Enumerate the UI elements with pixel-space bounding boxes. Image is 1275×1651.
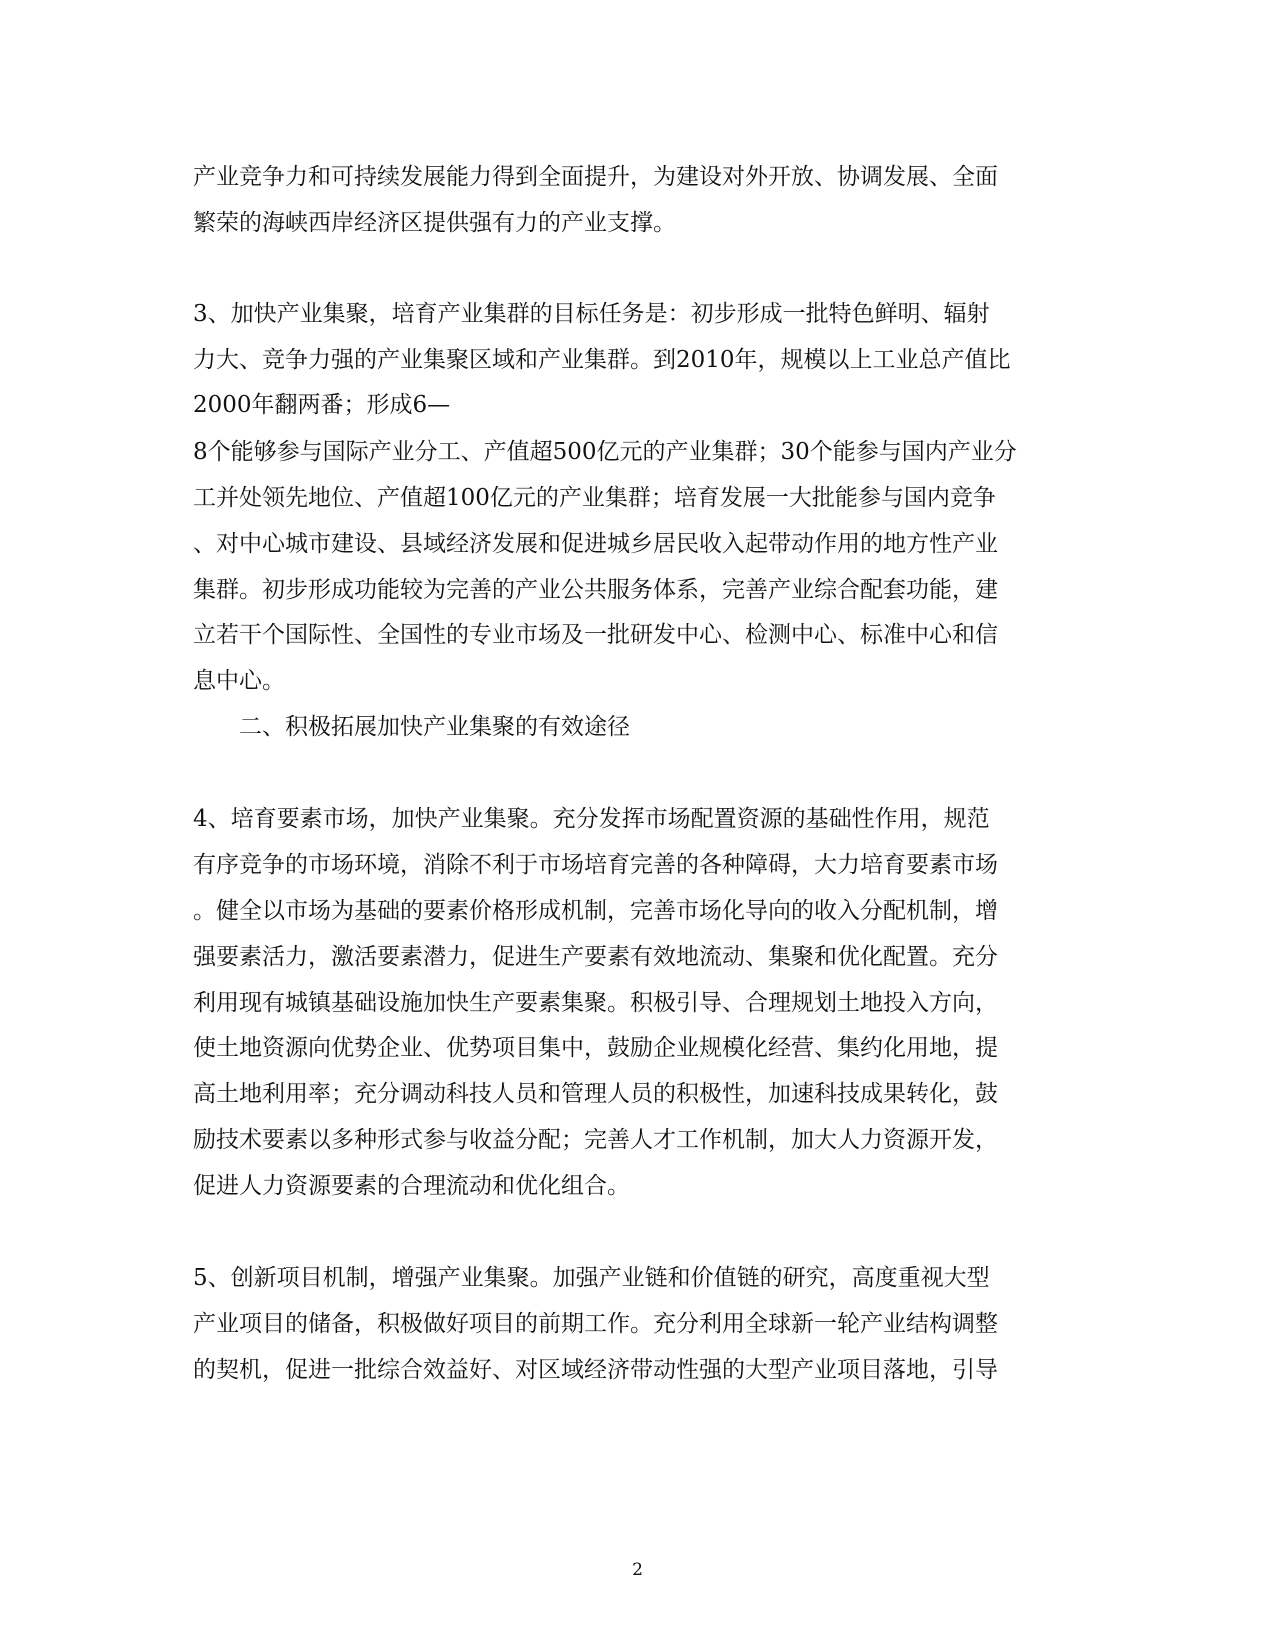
text-line: 产业竞争力和可持续发展能力得到全面提升，为建设对外开放、协调发展、全面 [193, 164, 998, 190]
text-line: 强要素活力，激活要素潜力，促进生产要素有效地流动、集聚和优化配置。充分 [193, 944, 998, 970]
paragraph-5-line: 5、创新项目机制，增强产业集聚。加强产业链和价值链的研究，高度重视大型 [193, 1265, 990, 1291]
text-line: 繁荣的海峡西岸经济区提供强有力的产业支撑。 [193, 210, 676, 236]
text-line: 高土地利用率；充分调动科技人员和管理人员的积极性，加速科技成果转化，鼓 [193, 1081, 998, 1107]
text-line: 息中心。 [193, 668, 285, 694]
text-line: 促进人力资源要素的合理流动和优化组合。 [193, 1173, 630, 1199]
text-line: 。健全以市场为基础的要素价格形成机制，完善市场化导向的收入分配机制，增 [193, 898, 998, 924]
text-line: 产业项目的储备，积极做好项目的前期工作。充分利用全球新一轮产业结构调整 [193, 1311, 998, 1337]
text-line: 2000年翻两番；形成6— [193, 392, 451, 418]
text-line: 的契机，促进一批综合效益好、对区域经济带动性强的大型产业项目落地，引导 [193, 1357, 998, 1383]
paragraph-3-line: 3、加快产业集聚，培育产业集群的目标任务是：初步形成一批特色鲜明、辐射 [193, 301, 990, 327]
text-line: 、对中心城市建设、县域经济发展和促进城乡居民收入起带动作用的地方性产业 [193, 531, 998, 557]
text-line: 使土地资源向优势企业、优势项目集中，鼓励企业规模化经营、集约化用地，提 [193, 1035, 998, 1061]
section-heading: 二、积极拓展加快产业集聚的有效途径 [239, 714, 630, 740]
text-line: 利用现有城镇基础设施加快生产要素集聚。积极引导、合理规划土地投入方向， [193, 990, 998, 1016]
text-line: 8个能够参与国际产业分工、产值超500亿元的产业集群；30个能参与国内产业分 [193, 439, 1017, 465]
text-line: 工并处领先地位、产值超100亿元的产业集群；培育发展一大批能参与国内竞争 [193, 485, 996, 511]
text-line: 励技术要素以多种形式参与收益分配；完善人才工作机制，加大人力资源开发， [193, 1127, 998, 1153]
text-line: 有序竞争的市场环境，消除不利于市场培育完善的各种障碍，大力培育要素市场 [193, 852, 998, 878]
text-line: 立若干个国际性、全国性的专业市场及一批研发中心、检测中心、标准中心和信 [193, 622, 998, 648]
paragraph-4-line: 4、培育要素市场，加快产业集聚。充分发挥市场配置资源的基础性作用，规范 [193, 806, 990, 832]
text-line: 力大、竞争力强的产业集聚区域和产业集群。到2010年，规模以上工业总产值比 [193, 347, 1011, 373]
page-number: 2 [632, 1560, 643, 1580]
text-line: 集群。初步形成功能较为完善的产业公共服务体系，完善产业综合配套功能，建 [193, 577, 998, 603]
